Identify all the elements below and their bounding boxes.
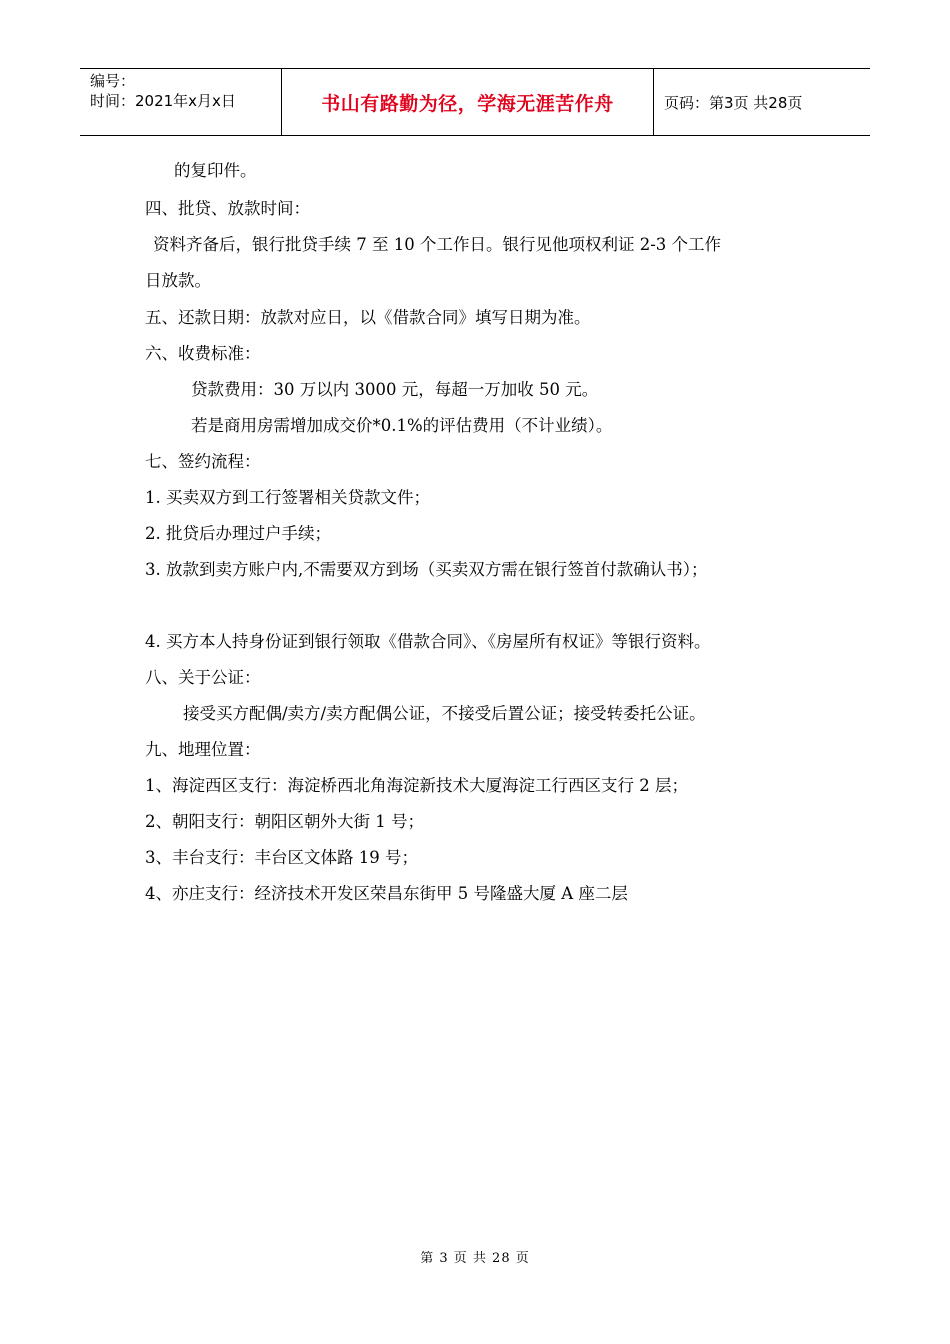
list-item: 1、海淀西区支行：海淀桥西北角海淀新技术大厦海淀工行西区支行 2 层； — [145, 776, 688, 795]
section-heading: 七、签约流程： — [145, 452, 261, 471]
section-heading: 八、关于公证： — [145, 668, 261, 687]
section-heading: 五、还款日期：放款对应日，以《借款合同》填写日期为准。 — [145, 308, 591, 327]
list-item: 1. 买卖双方到工行签署相关贷款文件； — [145, 488, 430, 507]
section-heading: 六、收费标准： — [145, 344, 261, 363]
list-item: 4、亦庄支行：经济技术开发区荣昌东街甲 5 号隆盛大厦 A 座二层 — [145, 884, 628, 903]
body-line: 日放款。 — [145, 271, 211, 290]
list-item: 2、朝阳支行：朝阳区朝外大街 1 号； — [145, 812, 424, 831]
body-line: 若是商用房需增加成交价*0.1%的评估费用（不计业绩）。 — [191, 416, 613, 435]
header-meta — [80, 69, 282, 135]
page-header — [80, 68, 870, 136]
body-line: 接受买方配偶/卖方/卖方配偶公证，不接受后置公证；接受转委托公证。 — [183, 704, 706, 723]
header-motto: 书山有路勤为径，学海无涯苦作舟 — [282, 69, 654, 135]
section-heading: 四、批贷、放款时间： — [145, 199, 310, 218]
list-item: 3. 放款到卖方账户内,不需要双方到场（买卖双方需在银行签首付款确认书）； — [145, 560, 708, 579]
body-line: 贷款费用：30 万以内 3000 元，每超一万加收 50 元。 — [191, 380, 599, 399]
time-label: 时间：2021年x月x日 — [90, 92, 236, 110]
body-line: 的复印件。 — [174, 161, 257, 180]
list-item: 3、丰台支行：丰台区文体路 19 号； — [145, 848, 418, 867]
header-page-info: 页码：第3页 共28页 — [664, 93, 803, 112]
list-item: 2. 批贷后办理过户手续； — [145, 524, 331, 543]
body-line: 资料齐备后，银行批贷手续 7 至 10 个工作日。银行见他项权利证 2-3 个工作 — [153, 235, 722, 254]
page-footer: 第 3 页 共 28 页 — [420, 1251, 530, 1266]
list-item: 4. 买方本人持身份证到银行领取《借款合同》、《房屋所有权证》等银行资料。 — [145, 632, 711, 651]
section-heading: 九、地理位置： — [145, 740, 261, 759]
number-label: 编号： — [90, 72, 136, 90]
